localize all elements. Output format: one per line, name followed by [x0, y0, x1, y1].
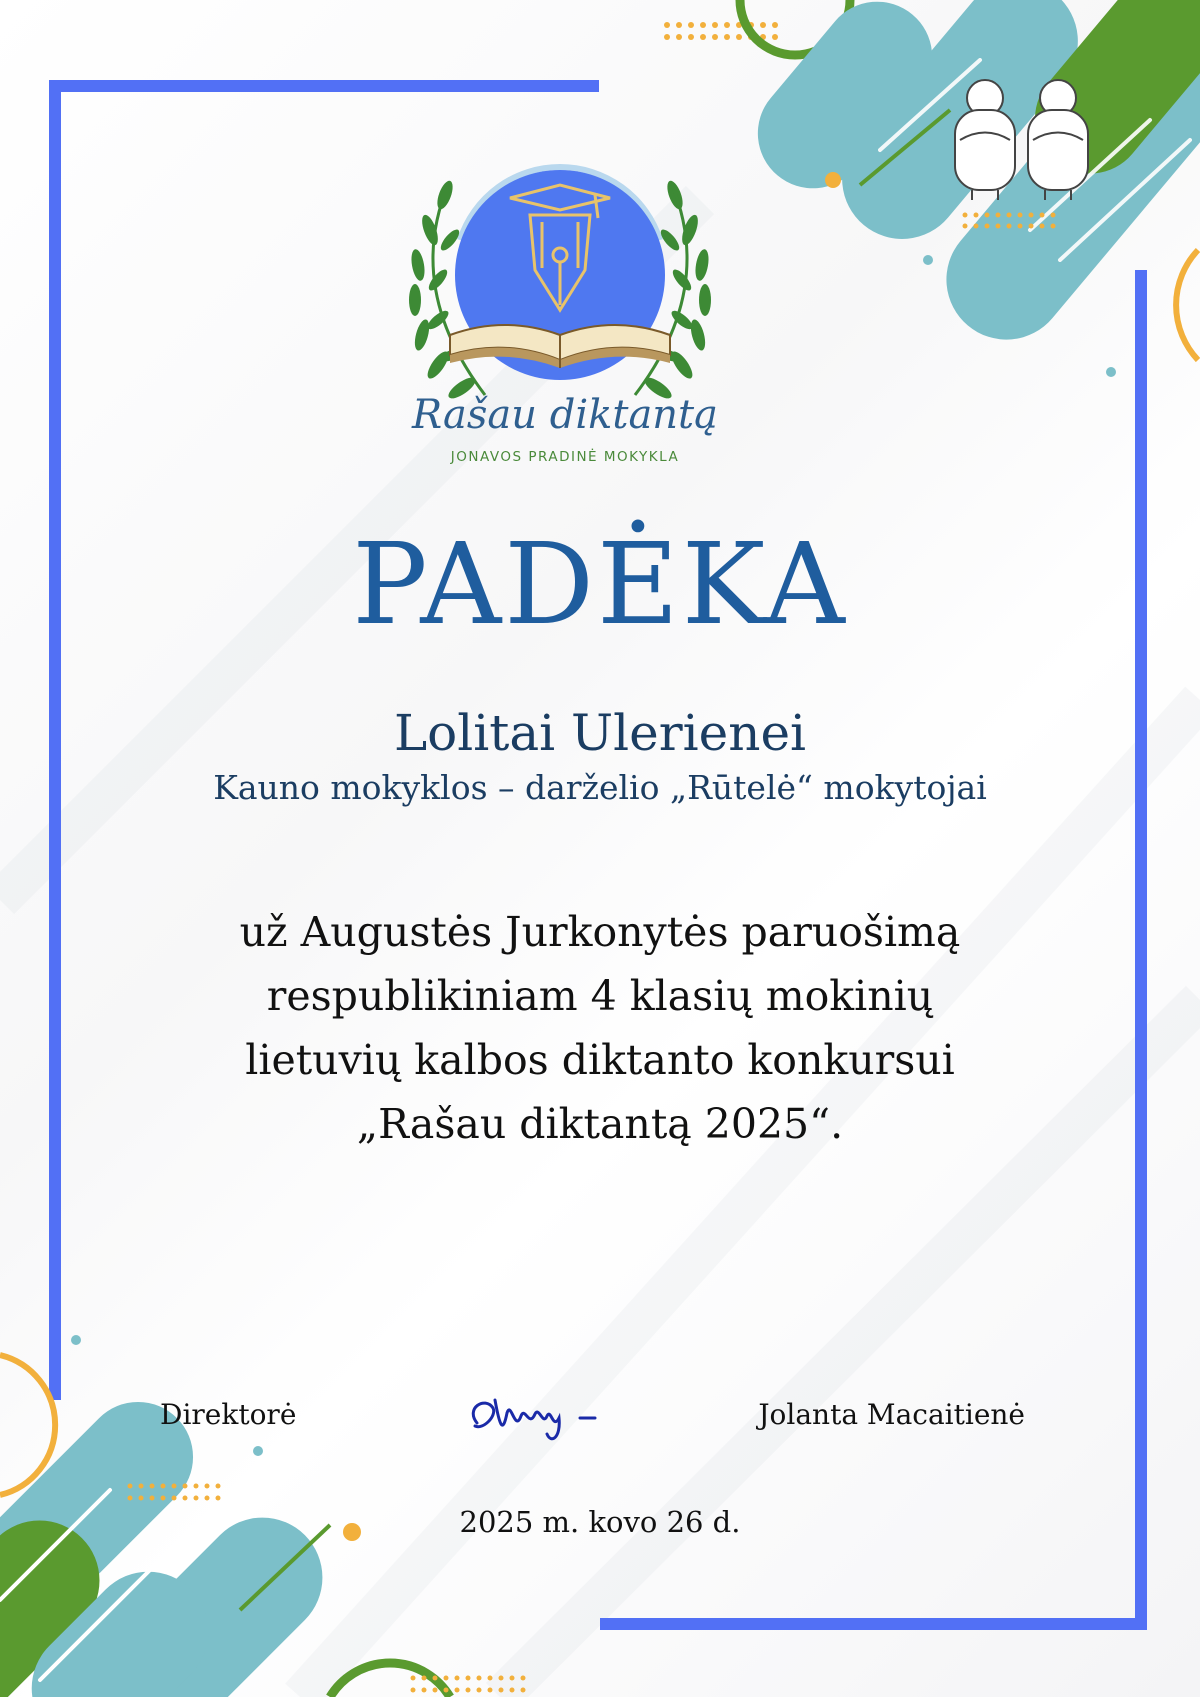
signer-name: Jolanta Macaitienė — [758, 1398, 1025, 1431]
body-line: „Rašau diktantą 2025“. — [356, 1100, 844, 1148]
top-right-decoration — [664, 0, 1200, 377]
signer-role: Direktorė — [160, 1398, 297, 1431]
issue-date: 2025 m. kovo 26 d. — [459, 1505, 741, 1539]
recipient-role: Kauno mokyklos – darželio „Rūtelė“ mokytojai — [213, 768, 987, 807]
certificate-title: PADĖKA — [352, 520, 848, 650]
logo-subtitle: JONAVOS PRADINĖ MOKYKLA — [450, 449, 680, 465]
body-line: už Augustės Jurkonytės paruošimą — [239, 908, 961, 956]
body-line: lietuvių kalbos diktanto konkursui — [245, 1036, 955, 1084]
recipient-name: Lolitai Ulerienei — [393, 704, 807, 762]
body-line: respublikiniam 4 klasių mokinių — [266, 972, 934, 1020]
handwritten-signature-icon — [455, 1378, 615, 1453]
logo-script-text: Rašau diktantą — [412, 392, 718, 438]
certificate-body — [130, 900, 1070, 1156]
